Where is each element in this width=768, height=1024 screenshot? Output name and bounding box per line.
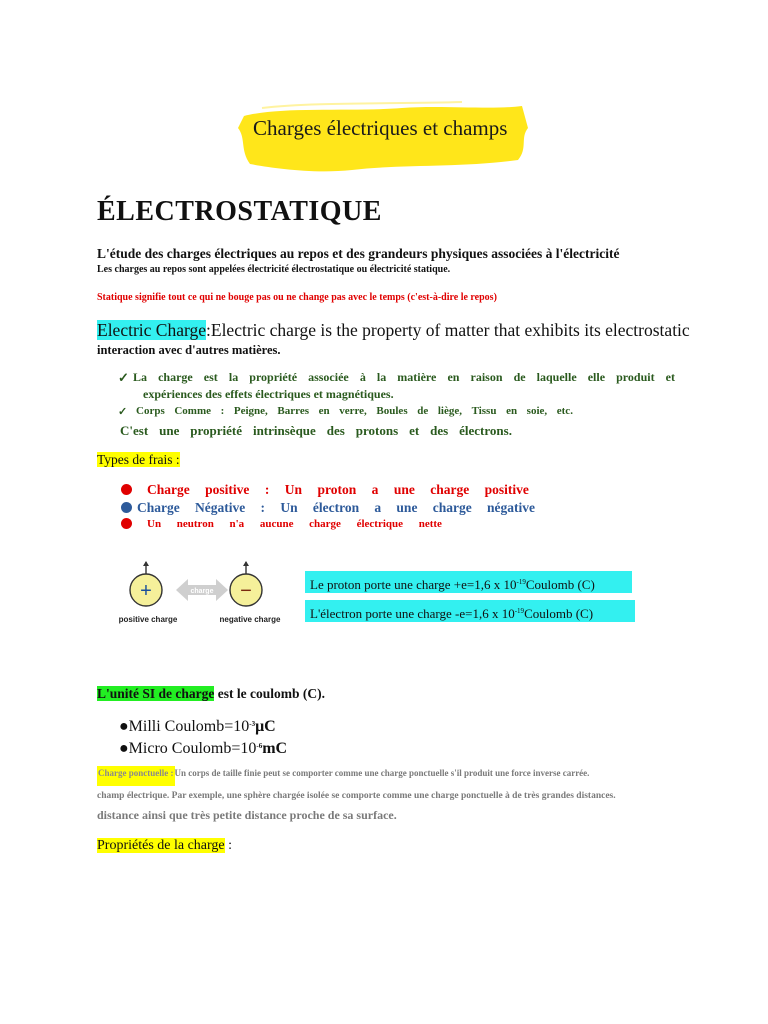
word: une xyxy=(396,500,418,515)
point-charge-line1 xyxy=(97,768,589,778)
word: nette xyxy=(418,518,442,530)
proton-text: Le proton porte une charge +e=1,6 x 10 xyxy=(310,577,517,592)
properties-rest: : xyxy=(224,838,233,853)
word: charge xyxy=(432,500,472,515)
electric-charge-sep: : xyxy=(206,320,211,340)
bullet-property-line1 xyxy=(133,370,675,385)
word: a xyxy=(374,500,382,515)
word: matière xyxy=(397,370,437,384)
word: en xyxy=(447,370,460,384)
positive-charge-circle xyxy=(130,561,162,606)
bullet-intrinsic xyxy=(120,423,512,439)
word: C'est xyxy=(120,423,149,438)
word: raison xyxy=(470,370,503,384)
document-title: Charges électriques et champs xyxy=(253,116,508,140)
word: des xyxy=(326,423,345,438)
word: neutron xyxy=(176,518,214,530)
red-dot-icon xyxy=(121,518,132,529)
word: propriété xyxy=(190,423,243,438)
word: Corps xyxy=(136,405,165,417)
word: des xyxy=(430,423,449,438)
double-arrow-icon xyxy=(176,579,228,601)
micro-unit: mC xyxy=(262,740,288,757)
word: : xyxy=(260,500,266,515)
word: est xyxy=(203,370,218,384)
micro-text: ●Micro Coulomb=10 xyxy=(119,740,257,757)
type-neutral-text xyxy=(147,518,442,530)
word: elle xyxy=(587,370,606,384)
charge-diagram xyxy=(112,560,292,630)
word: aucune xyxy=(259,518,294,530)
plus-sign: + xyxy=(140,580,152,602)
word: n'a xyxy=(229,518,245,530)
word: la xyxy=(376,370,387,384)
word: etc. xyxy=(556,405,573,417)
word: Un xyxy=(280,500,298,515)
section-heading: ÉLECTROSTATIQUE xyxy=(97,196,382,227)
electric-charge-continuation: interaction avec d'autres matières. xyxy=(97,343,281,357)
minus-sign: − xyxy=(240,580,252,602)
word: de xyxy=(417,405,429,417)
word: laquelle xyxy=(536,370,577,384)
word: charge xyxy=(309,518,341,530)
electron-text: L'électron porte une charge -e=1,6 x 10 xyxy=(310,606,515,621)
proton-charge-box xyxy=(305,571,632,593)
word: Charge xyxy=(147,482,190,497)
static-note: Statique signifie tout ce qui ne bouge pas ou ne change pas avec le temps (c'est-à-dire le repos) xyxy=(97,292,497,303)
type-positive xyxy=(121,482,529,498)
word: proton xyxy=(317,482,357,497)
electron-exponent: -19 xyxy=(514,607,525,615)
word: soie, xyxy=(526,405,548,417)
word: protons xyxy=(355,423,399,438)
electric-charge-definition xyxy=(97,320,690,341)
word: négative xyxy=(486,500,535,515)
word: Barres xyxy=(277,405,309,417)
word: La xyxy=(133,370,148,384)
word: électrique xyxy=(356,518,404,530)
proton-exponent: -19 xyxy=(516,578,526,586)
word: et xyxy=(665,370,675,384)
intro-note: Les charges au repos sont appelées électricité électrostatique ou électricité statique. xyxy=(97,264,451,275)
point-charge-label: Charge ponctuelle : xyxy=(97,766,175,786)
word: Un xyxy=(147,518,162,530)
electric-charge-text: Electric charge is the property of matter that exhibits its electrostatic xyxy=(210,320,690,340)
electron-charge-box xyxy=(305,600,635,622)
si-unit-label: L'unité SI de charge xyxy=(97,686,215,701)
type-positive-text xyxy=(147,482,529,498)
word: électron xyxy=(312,500,360,515)
word: Un xyxy=(284,482,303,497)
milli-text: ●Milli Coulomb=10 xyxy=(119,718,250,735)
positive-charge-label: positive charge xyxy=(118,615,178,624)
word: a xyxy=(371,482,379,497)
word: propriété xyxy=(249,370,298,384)
properties-heading xyxy=(97,838,232,854)
checkmark-icon: ✓ xyxy=(118,406,128,418)
word: associée xyxy=(308,370,349,384)
milli-exponent: -3 xyxy=(249,720,256,728)
word: Comme xyxy=(174,405,211,417)
type-negative xyxy=(121,500,535,516)
checkmark-icon: ✓ xyxy=(118,370,129,385)
word: verre, xyxy=(339,405,367,417)
word: Tissu xyxy=(471,405,497,417)
point-charge-line2: champ électrique. Par exemple, une sphère chargée isolée se comporte comme une charge ponctuelle à de très grandes distances. xyxy=(97,791,616,801)
word: Boules xyxy=(376,405,408,417)
word: de xyxy=(513,370,526,384)
word: : xyxy=(220,405,225,417)
negative-charge-label: negative charge xyxy=(219,615,281,624)
milli-unit: μC xyxy=(255,718,276,735)
word: une xyxy=(393,482,415,497)
word: positive xyxy=(484,482,529,497)
word: Peigne, xyxy=(233,405,268,417)
blue-dot-icon xyxy=(121,502,132,513)
word: une xyxy=(159,423,180,438)
word: charge xyxy=(158,370,193,384)
word: la xyxy=(228,370,239,384)
word: charge xyxy=(430,482,470,497)
micro-coulomb xyxy=(119,740,287,758)
word: produit xyxy=(616,370,655,384)
negative-charge-circle xyxy=(230,561,262,606)
bullet-property-line2: expériences des effets électriques et magnétiques. xyxy=(143,387,394,401)
word: : xyxy=(264,482,270,497)
milli-coulomb xyxy=(119,718,276,736)
arrow-label: charge xyxy=(190,588,214,595)
micro-exponent: -6 xyxy=(256,742,263,750)
word: en xyxy=(506,405,518,417)
word: positive xyxy=(205,482,250,497)
properties-label: Propriétés de la charge xyxy=(97,838,225,853)
red-dot-icon xyxy=(121,484,132,495)
intro-definition: L'étude des charges électriques au repos et des grandeurs physiques associées à l'électricité xyxy=(97,246,620,261)
bullet-bodies xyxy=(118,405,573,418)
type-negative-text xyxy=(137,500,535,516)
proton-unit: Coulomb (C) xyxy=(525,577,595,592)
word: intrinsèque xyxy=(252,423,316,438)
bullet-bodies-text xyxy=(136,405,573,418)
si-unit-line xyxy=(97,686,325,702)
electric-charge-label: Electric Charge xyxy=(97,320,206,340)
word: Négative xyxy=(195,500,246,515)
word: et xyxy=(409,423,420,438)
point-charge-text1: Un corps de taille finie peut se comporter comme une charge ponctuelle s'il produit une force inverse carrée. xyxy=(174,768,590,778)
si-unit-rest: est le coulomb (C). xyxy=(214,686,325,701)
word: en xyxy=(318,405,330,417)
electron-unit: Coulomb (C) xyxy=(524,606,594,621)
type-neutral xyxy=(121,518,442,531)
word: électrons. xyxy=(459,423,512,438)
word: Charge xyxy=(137,500,180,515)
types-label xyxy=(97,452,180,468)
word: à xyxy=(359,370,366,384)
types-label-text: Types de frais : xyxy=(97,452,180,467)
point-charge-line3: distance ainsi que très petite distance proche de sa surface. xyxy=(97,808,397,822)
word: liège, xyxy=(437,405,462,417)
